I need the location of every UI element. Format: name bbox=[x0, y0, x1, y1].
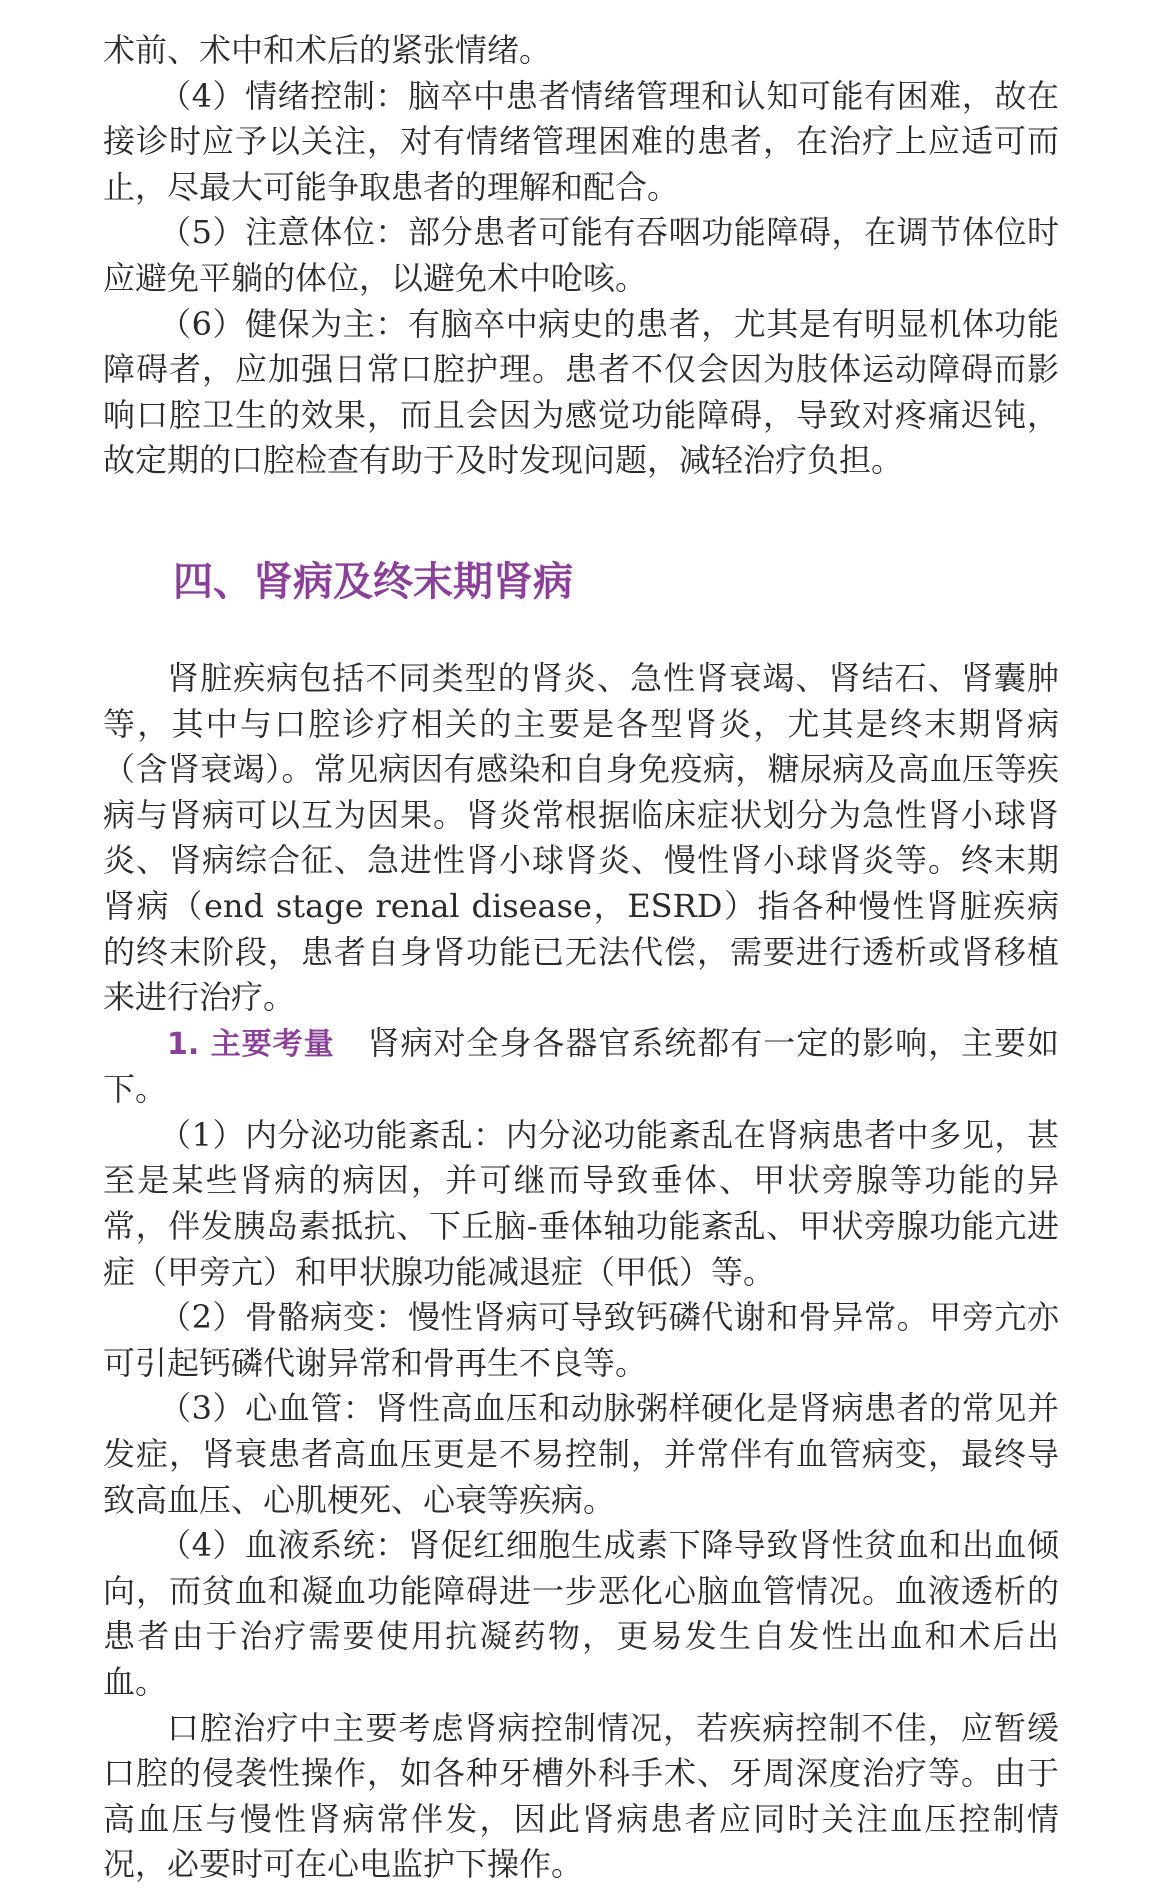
main-considerations-text: 肾病对全身各器官系统都有一定的影响，主要如下。 bbox=[103, 1023, 1059, 1109]
paragraph-health-care: （6）健保为主：有脑卒中病史的患者，尤其是有明显机体功能障碍者，应加强日常口腔护理。患者不仅会因为肢体运动障碍而影响口腔卫生的效果，而且会因为感觉功能障碍，导致对疼痛迟钝，故定期的口腔检查有助于及时发现问题，减轻治疗负担。 bbox=[103, 304, 1059, 480]
paragraph-main-considerations bbox=[103, 1021, 1059, 1113]
section-title: 四、肾病及终末期肾病 bbox=[173, 557, 573, 605]
item-blood-system: （4）血液系统：肾促红细胞生成素下降导致肾性贫血和出血倾向，而贫血和凝血功能障碍进一步恶化心脑血管情况。血液透析的患者由于治疗需要使用抗凝药物，更易发生自发性出血和术后出血。 bbox=[103, 1526, 1059, 1701]
paragraph-closing: 口腔治疗中主要考虑肾病控制情况，若疾病控制不佳，应暂缓口腔的侵袭性操作，如各种牙槽外科手术、牙周深度治疗等。由于高血压与慢性肾病常伴发，因此肾病患者应同时关注血压控制情况，必要时可在心电监护下操作。 bbox=[103, 1708, 1059, 1884]
item-bone: （2）骨骼病变：慢性肾病可导致钙磷代谢和骨异常。甲旁亢亦可引起钙磷代谢异常和骨再生不良等。 bbox=[103, 1298, 1059, 1382]
item-endocrine: （1）内分泌功能紊乱：内分泌功能紊乱在肾病患者中多见，甚至是某些肾病的病因，并可继而导致垂体、甲状旁腺等功能的异常，伴发胰岛素抵抗、下丘脑-垂体轴功能紊乱、甲状旁腺功能亢进症（甲旁亢）和甲状腺功能减退症（甲低）等。 bbox=[103, 1115, 1059, 1291]
paragraph-continuation: 术前、术中和术后的紧张情绪。 bbox=[103, 31, 552, 69]
item-cardiovascular: （3）心血管：肾性高血压和动脉粥样硬化是肾病患者的常见并发症，肾衰患者高血压更是不易控制，并常伴有血管病变，最终导致高血压、心肌梗死、心衰等疾病。 bbox=[103, 1389, 1059, 1519]
spacer bbox=[103, 484, 1059, 496]
document-page bbox=[103, 28, 1059, 1888]
paragraph-body-position: （5）注意体位：部分患者可能有吞咽功能障碍，在调节体位时应避免平躺的体位，以避免术中呛咳。 bbox=[103, 213, 1059, 297]
paragraph-intro: 肾脏疾病包括不同类型的肾炎、急性肾衰竭、肾结石、肾囊肿等，其中与口腔诊疗相关的主要是各型肾炎，尤其是终末期肾病（含肾衰竭）。常见病因有感染和自身免疫病，糖尿病及高血压等疾病与肾病可以互为因果。肾炎常根据临床症状划分为急性肾小球肾炎、肾病综合征、急进性肾小球肾炎、慢性肾小球肾炎等。终末期肾病（end stage renal disease，ESRD）指各种慢性肾脏疾病的终末阶段，患者自身肾功能已无法代偿，需要进行透析或肾移植来进行治疗。 bbox=[103, 658, 1059, 1017]
subheading-main-considerations: 1. 主要考量 bbox=[167, 1026, 335, 1062]
paragraph-emotion-control: （4）情绪控制：脑卒中患者情绪管理和认知可能有困难，故在接诊时应予以关注，对有情绪管理困难的患者，在治疗上应适可而止，尽最大可能争取患者的理解和配合。 bbox=[103, 76, 1059, 206]
